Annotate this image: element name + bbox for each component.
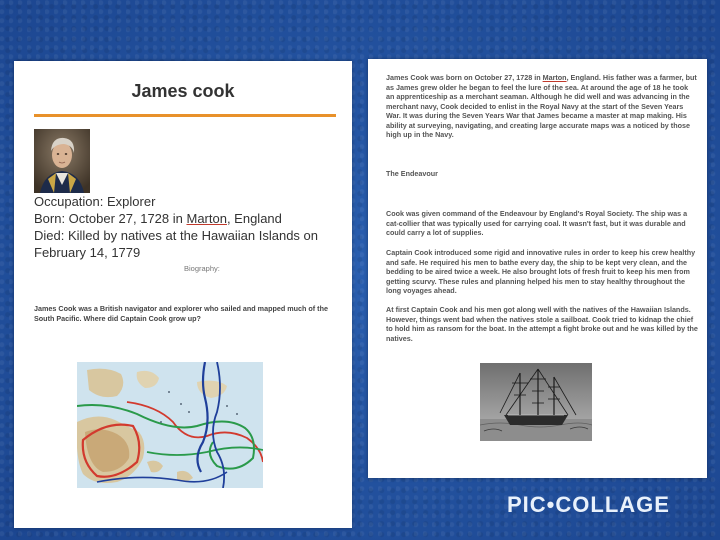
para1-suffix: , England. His father was a farmer, but as James grew older he began to feel the lure of the sea. At around the age of 18 he took an apprenticeship as a merchant seaman. Although he did well and was advancing in the merchant navy, Cook decided to enlist in the Royal Navy at the start of the Seven Years War. It was during the Seven Years War that James became a master at map making. His ability at surveying, navigating, and creating large accurate maps was a noticed by those high up in the Navy. [386, 73, 697, 139]
born-place: Marton [186, 211, 227, 226]
page-title: James cook [131, 81, 235, 101]
left-page [14, 61, 352, 528]
intro-paragraph: James Cook was a British navigator and explorer who sailed and mapped much of the South Pacific. Where did Captain Cook grow up? [34, 304, 328, 323]
para1-prefix: James Cook was born on October 27, 1728 in [386, 73, 543, 82]
died-text: Died: Killed by natives at the Hawaiian Islands on February 14, 1779 [34, 228, 318, 260]
voyage-map-image [77, 362, 263, 488]
pic-collage-logo: PIC•COLLAGE [507, 492, 670, 517]
title-underline [34, 114, 336, 117]
occupation-text: Occupation: Explorer [34, 194, 156, 209]
facts-block [34, 193, 339, 261]
born-prefix: Born: October 27, 1728 in [34, 211, 187, 226]
hawaii-paragraph: At first Captain Cook and his men got along well with the natives of the Hawaiian Islands. However, things went bad when the natives stole a sailboat. Cook tried to kidnap the chief to hold him as ransom for the boat. In the attempt a fight broke out and he was killed by the natives. [386, 305, 698, 343]
ship-image [480, 363, 592, 441]
endeavour-paragraph: Cook was given command of the Endeavour by England's Royal Society. The ship was a cat-collier that was typically used for carrying coal. It wasn't fast, but it was durable and could carry a lot of supplies. [386, 209, 688, 237]
portrait-image [34, 129, 90, 193]
section-heading: The Endeavour [386, 169, 438, 178]
para1-place: Marton [542, 73, 567, 82]
biography-label: Biography: [184, 264, 220, 273]
rules-paragraph: Captain Cook introduced some rigid and innovative rules in order to keep his crew healthy and safe. He required his men to bathe every day, the ship to be kept very clean, and the bedding to be aired twice a week. He also brought lots of fresh fruit to keep his men from getting scurvy. These rules and planning helped his men to stay healthy throughout the long voyages ahead. [386, 248, 696, 295]
born-text [34, 210, 339, 227]
right-page [368, 59, 707, 478]
birth-paragraph [386, 73, 698, 140]
born-suffix: , England [226, 211, 282, 226]
